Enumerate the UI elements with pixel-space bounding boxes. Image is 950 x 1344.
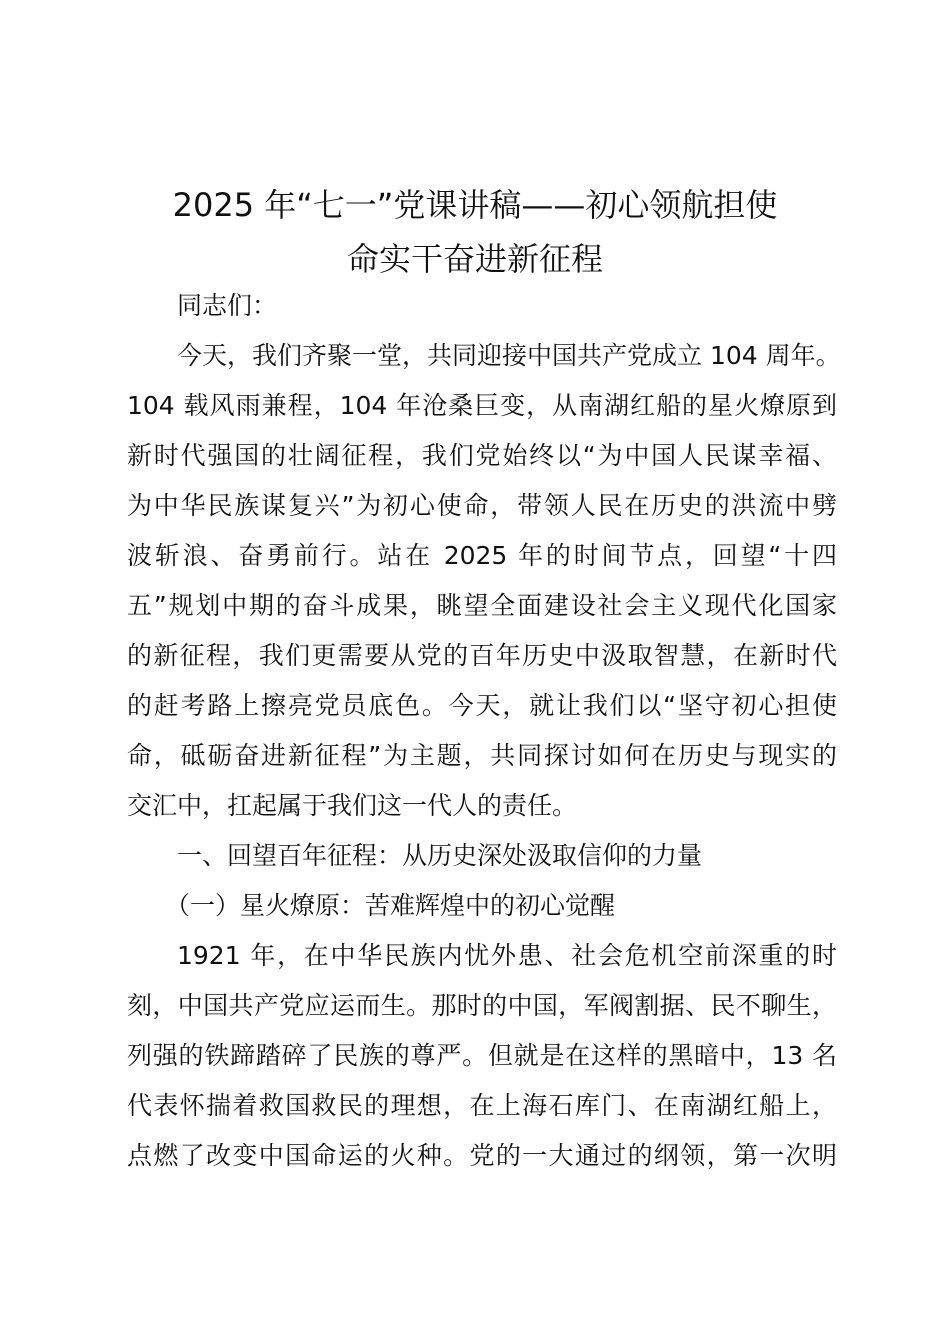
paragraph-1-line: 今天，我们齐聚一堂，共同迎接中国共产党成立 104 周年。	[177, 341, 841, 370]
paragraph-2-line: 代表怀揣着救国救民的理想，在上海石库门、在南湖红船上，	[127, 1091, 837, 1120]
paragraph-1-line: 命，砥砺奋进新征程”为主题，共同探讨如何在历史与现实的	[127, 741, 837, 770]
paragraph-1-line: 新时代强国的壮阔征程，我们党始终以“为中国人民谋幸福、	[127, 441, 837, 470]
title-line-1: 2025 年“七一”党课讲稿——初心领航担使	[172, 186, 778, 224]
section-heading: 一、回望百年征程：从历史深处汲取信仰的力量	[177, 841, 703, 870]
title-line-2: 命实干奋进新征程	[346, 240, 603, 278]
salutation: 同志们：	[177, 291, 278, 320]
paragraph-2-line: 1921 年，在中华民族内忧外患、社会危机空前深重的时	[177, 941, 837, 970]
paragraph-1-line: 五”规划中期的奋斗成果，眺望全面建设社会主义现代化国家	[127, 591, 837, 620]
paragraph-1-line: 波斩浪、奋勇前行。站在 2025 年的时间节点，回望“十四	[127, 541, 837, 570]
paragraph-2-line: 点燃了改变中国命运的火种。党的一大通过的纲领，第一次明	[127, 1141, 837, 1170]
paragraph-1-line: 交汇中，扛起属于我们这一代人的责任。	[127, 791, 578, 820]
paragraph-1-line: 的新征程，我们更需要从党的百年历史中汲取智慧，在新时代	[127, 641, 837, 670]
paragraph-1-line: 的赶考路上擦亮党员底色。今天，就让我们以“坚守初心担使	[127, 691, 837, 720]
paragraph-2-line: 刻，中国共产党应运而生。那时的中国，军阀割据、民不聊生，	[127, 991, 837, 1020]
paragraph-1-line: 为中华民族谋复兴”为初心使命，带领人民在历史的洪流中劈	[127, 491, 837, 520]
subsection-heading: （一）星火燎原：苦难辉煌中的初心觉醒	[165, 891, 616, 920]
paragraph-2-line: 列强的铁蹄踏碎了民族的尊严。但就是在这样的黑暗中，13 名	[127, 1041, 837, 1070]
paragraph-1-line: 104 载风雨兼程，104 年沧桑巨变，从南湖红船的星火燎原到	[127, 391, 837, 420]
document-title	[120, 178, 830, 286]
